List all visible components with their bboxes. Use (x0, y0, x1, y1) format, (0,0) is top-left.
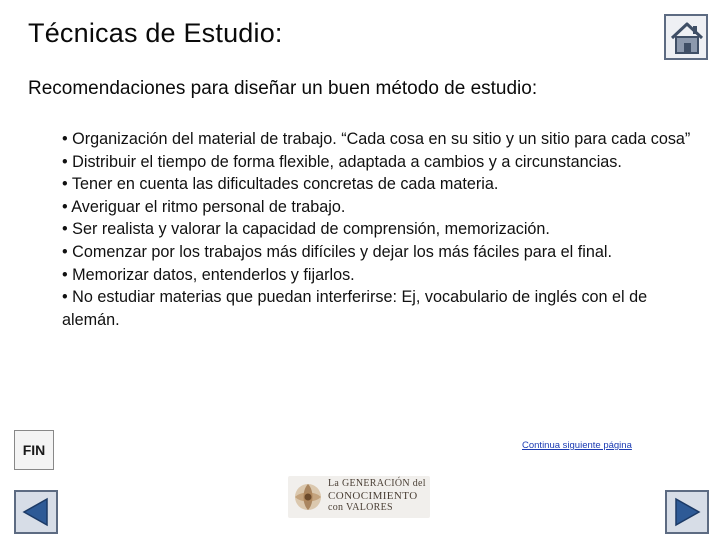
next-button[interactable] (665, 490, 709, 534)
list-item: • Comenzar por los trabajos más difíciles y dejar los más fáciles para el final. (62, 242, 612, 261)
list-item: • Distribuir el tiempo de forma flexible, adaptada a cambios y a circunstancias. (62, 152, 622, 171)
logo-line-3: con VALORES (328, 502, 393, 513)
list-item: • Tener en cuenta las dificultades concretas de cada materia. (62, 175, 499, 194)
section-subtitle: Recomendaciones para diseñar un buen método de estudio: (28, 78, 538, 99)
logo-line-1: La GENERACIÓN del (328, 478, 426, 489)
emblem-icon (292, 480, 324, 514)
list-item: • Organización del material de trabajo. “Cada cosa en su sitio y un sitio para cada cosa” (62, 130, 691, 148)
page-title: Técnicas de Estudio: (28, 18, 283, 48)
recommendation-list (62, 128, 702, 331)
fin-button[interactable]: FIN (14, 430, 54, 470)
home-icon (669, 19, 705, 57)
triangle-right-icon (669, 494, 705, 530)
list-item: • Memorizar datos, entenderlos y fijarlos. (62, 265, 355, 284)
list-item: • No estudiar materias que puedan interferirse: Ej, vocabulario de inglés con el de alemán. (62, 288, 648, 329)
list-item: • Averiguar el ritmo personal de trabajo. (62, 197, 346, 216)
list-item: • Ser realista y valorar la capacidad de comprensión, memorización. (62, 220, 550, 239)
triangle-left-icon (18, 494, 54, 530)
previous-button[interactable] (14, 490, 58, 534)
home-button[interactable] (664, 14, 708, 60)
continue-link[interactable]: Continua siguiente página (522, 440, 632, 451)
logo-line-2: CONOCIMIENTO (328, 490, 418, 502)
organization-logo (288, 476, 430, 518)
